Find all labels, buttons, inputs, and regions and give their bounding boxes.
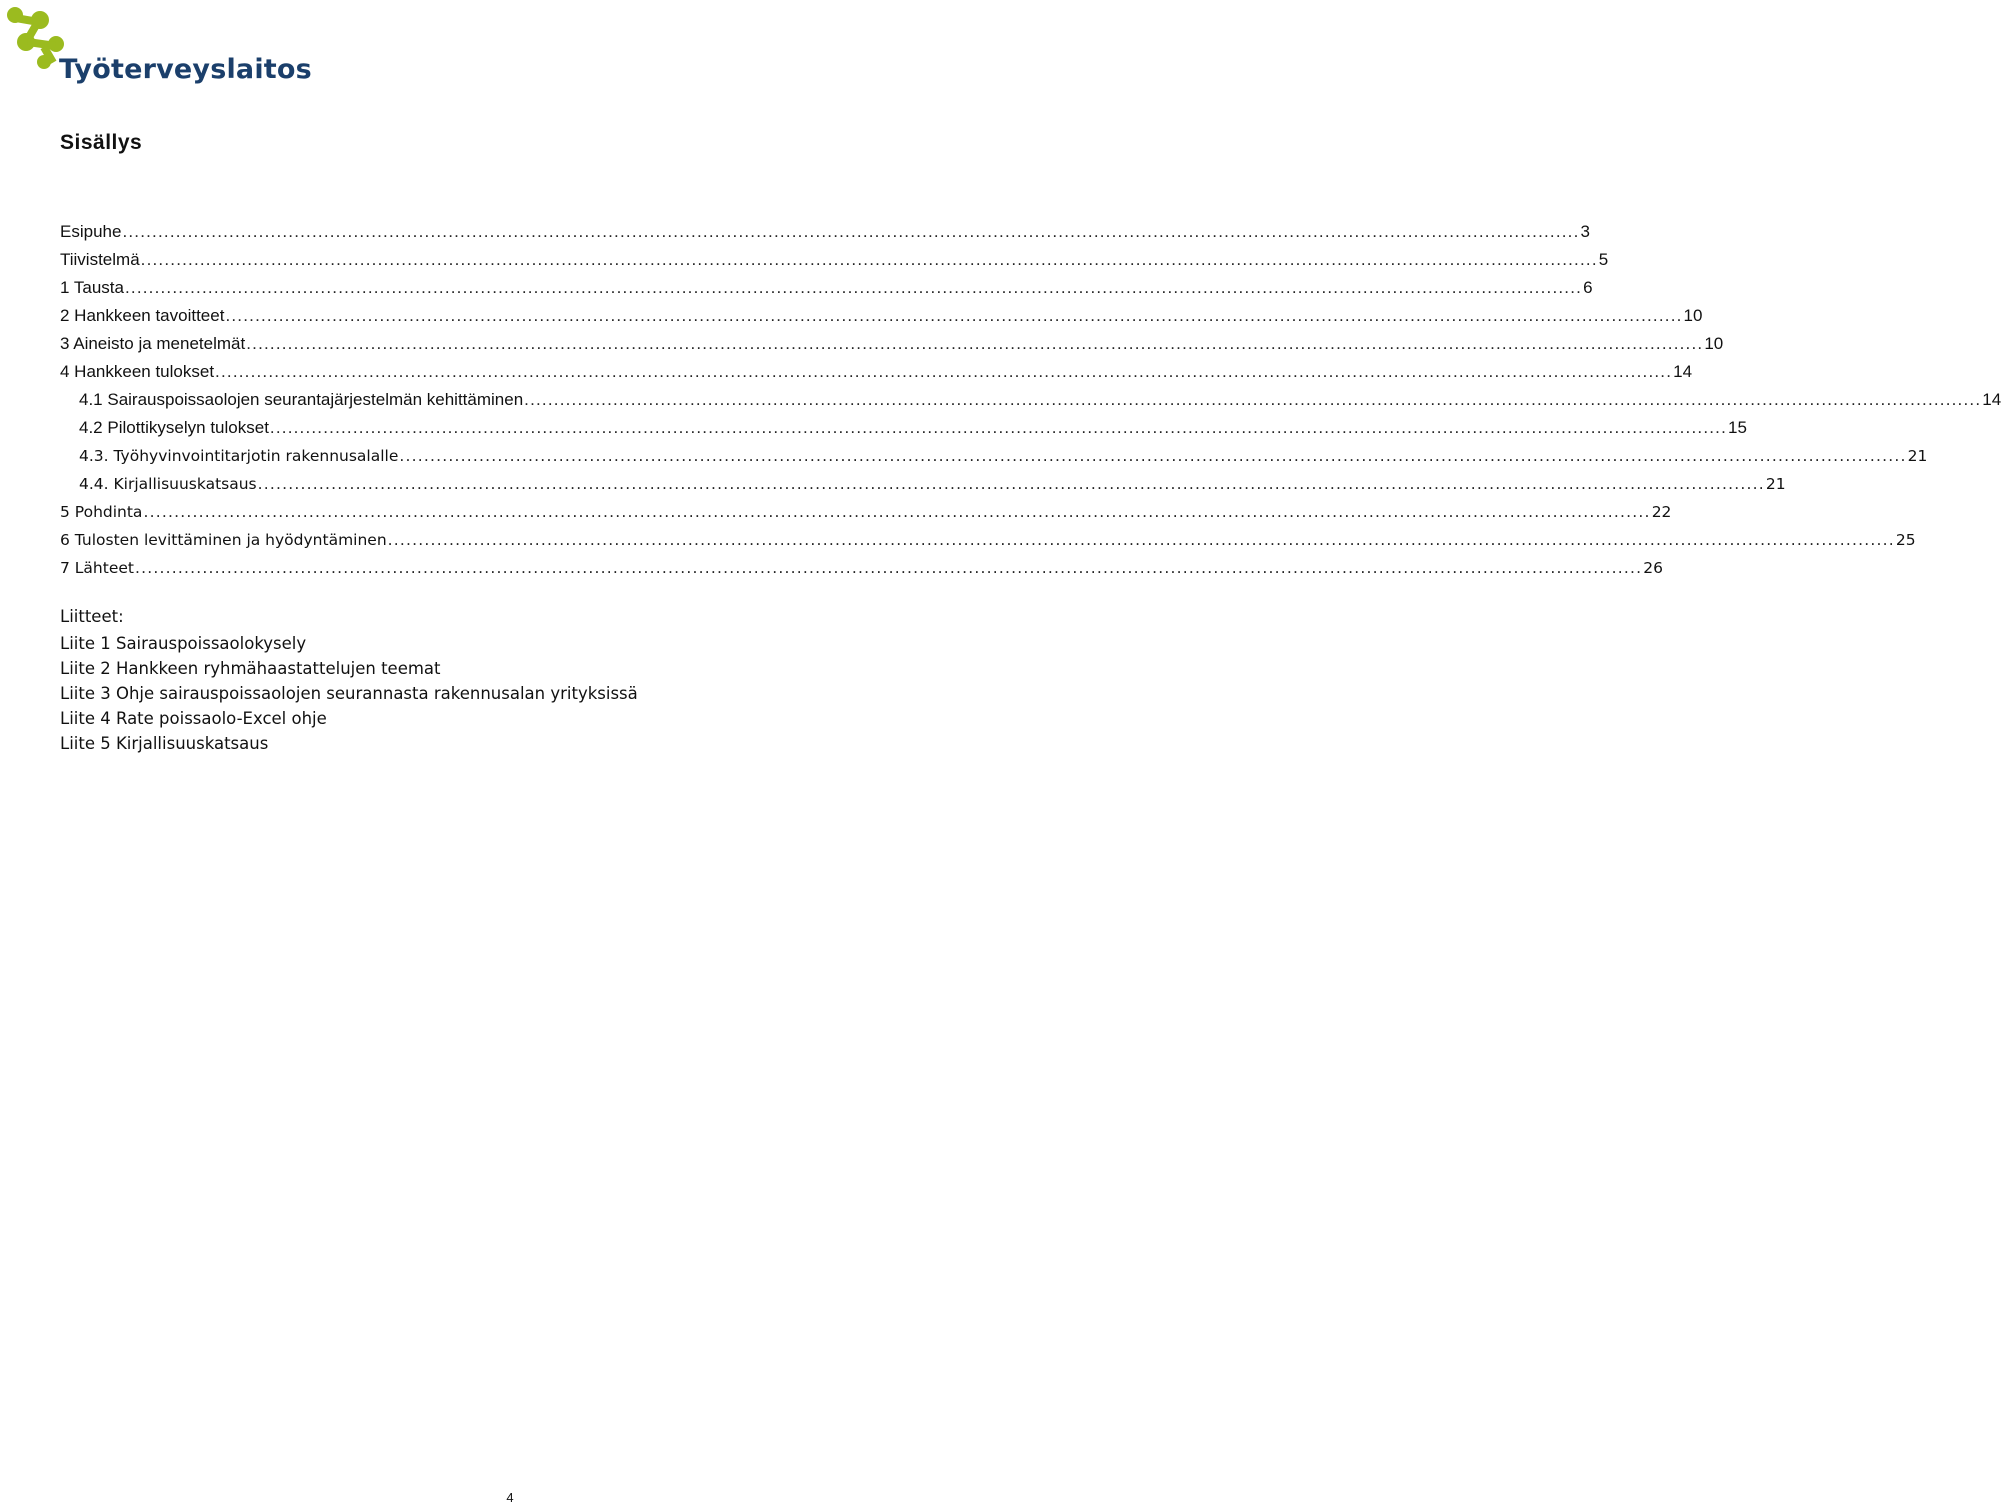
toc-leader-dots bbox=[246, 330, 1703, 358]
page-title: Sisällys bbox=[60, 131, 143, 154]
logo-wordmark: Työterveyslaitos bbox=[59, 54, 312, 85]
toc-leader-dots bbox=[258, 470, 1765, 498]
toc-entry-label: 7 Lähteet bbox=[60, 559, 134, 577]
toc-entry-page: 14 bbox=[1673, 362, 1693, 381]
toc-entry[interactable] bbox=[60, 554, 1663, 582]
toc-entry[interactable] bbox=[60, 442, 1928, 470]
toc-entry-label: 4.3. Työhyvinvointitarjotin rakennusalalle bbox=[79, 447, 399, 465]
toc-entry-page: 6 bbox=[1583, 278, 1593, 297]
toc-entry-page: 21 bbox=[1907, 447, 1928, 465]
toc-entry-page: 10 bbox=[1683, 306, 1703, 325]
toc-leader-dots bbox=[135, 554, 1642, 582]
toc-entry-label: 3 Aineisto ja menetelmät bbox=[60, 334, 246, 353]
toc-entry-page: 14 bbox=[1982, 390, 2001, 409]
toc-entry[interactable] bbox=[60, 386, 2001, 414]
toc-leader-dots bbox=[122, 218, 1579, 246]
toc-entry[interactable] bbox=[60, 302, 1703, 330]
toc-entry-label: 4 Hankkeen tulokset bbox=[60, 362, 215, 381]
toc-entry-label: 4.4. Kirjallisuuskatsaus bbox=[79, 475, 257, 493]
table-of-contents bbox=[60, 218, 2001, 582]
toc-entry[interactable] bbox=[60, 330, 1724, 358]
toc-entry[interactable] bbox=[60, 526, 1916, 554]
toc-leader-dots bbox=[125, 274, 1582, 302]
toc-entry[interactable] bbox=[60, 246, 1609, 274]
organization-logo bbox=[4, 2, 312, 94]
toc-entry-page: 3 bbox=[1580, 222, 1590, 241]
toc-entry-page: 22 bbox=[1651, 503, 1672, 521]
toc-entry-page: 5 bbox=[1598, 250, 1609, 269]
toc-leader-dots bbox=[388, 526, 1895, 554]
appendix-item: Liite 4 Rate poissaolo-Excel ohje bbox=[60, 709, 327, 728]
toc-entry-label: 2 Hankkeen tavoitteet bbox=[60, 306, 225, 325]
toc-entry[interactable] bbox=[60, 470, 1786, 498]
toc-entry-page: 10 bbox=[1704, 334, 1724, 353]
toc-entry-page: 21 bbox=[1765, 475, 1786, 493]
appendix-list bbox=[60, 604, 638, 756]
toc-entry[interactable] bbox=[60, 218, 1590, 246]
toc-entry[interactable] bbox=[60, 498, 1672, 526]
toc-entry-label: Esipuhe bbox=[60, 222, 122, 241]
toc-entry-label: 4.1 Sairauspoissaolojen seurantajärjestelmän kehittäminen bbox=[79, 390, 524, 409]
toc-leader-dots bbox=[225, 302, 1682, 330]
toc-entry-label: 4.2 Pilottikyselyn tulokset bbox=[79, 418, 269, 437]
toc-entry-page: 15 bbox=[1728, 418, 1747, 437]
appendix-item: Liite 3 Ohje sairauspoissaolojen seurannasta rakennusalan yrityksissä bbox=[60, 684, 638, 703]
toc-leader-dots bbox=[270, 414, 1727, 442]
toc-entry-label: 1 Tausta bbox=[60, 278, 124, 297]
toc-entry[interactable] bbox=[60, 358, 1693, 386]
toc-entry[interactable] bbox=[60, 414, 1747, 442]
toc-leader-dots bbox=[141, 246, 1598, 274]
appendix-item: Liite 1 Sairauspoissaolokysely bbox=[60, 634, 307, 653]
toc-entry-label: 6 Tulosten levittäminen ja hyödyntäminen bbox=[60, 531, 387, 549]
appendices-heading: Liitteet: bbox=[60, 607, 124, 626]
toc-entry-page: 25 bbox=[1895, 531, 1916, 549]
toc-leader-dots bbox=[399, 442, 1906, 470]
appendix-item: Liite 2 Hankkeen ryhmähaastattelujen teemat bbox=[60, 659, 441, 678]
toc-entry[interactable] bbox=[60, 274, 1593, 302]
toc-leader-dots bbox=[215, 358, 1672, 386]
toc-leader-dots bbox=[143, 498, 1650, 526]
toc-entry-page: 26 bbox=[1643, 559, 1663, 577]
toc-leader-dots bbox=[524, 386, 1981, 414]
toc-entry-label: Tiivistelmä bbox=[60, 250, 140, 269]
page-number: 4 bbox=[506, 1490, 514, 1505]
toc-entry-label: 5 Pohdinta bbox=[60, 503, 143, 521]
appendix-item: Liite 5 Kirjallisuuskatsaus bbox=[60, 734, 269, 753]
